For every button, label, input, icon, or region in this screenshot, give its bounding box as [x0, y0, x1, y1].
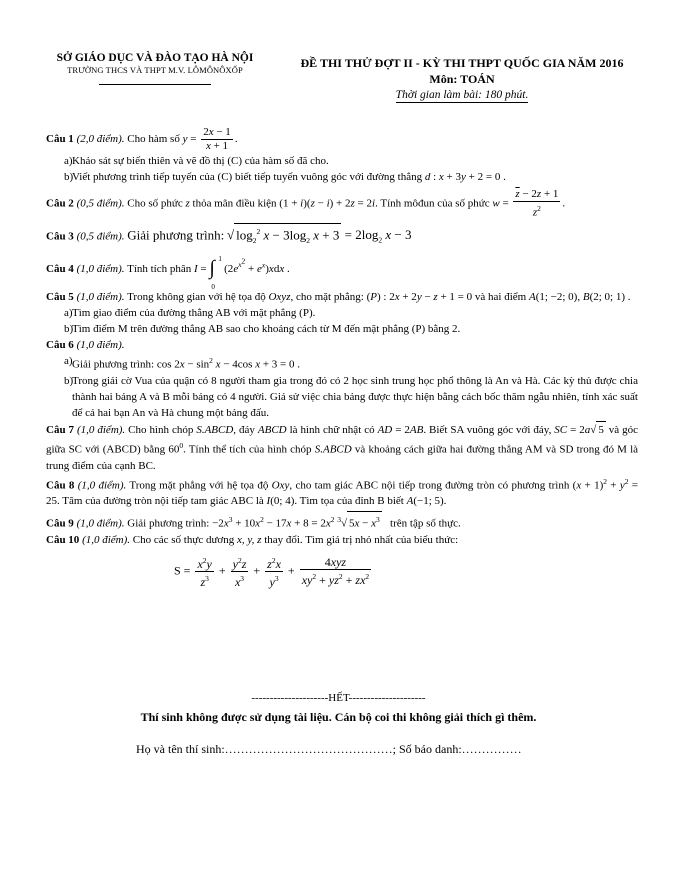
question-6b: b) Trong giải cờ Vua của quận có 8 người tham gia trong đó có 2 học sinh trung học phổ thông là An và Hà. Các kỳ thủ được chia thành hai bảng A và B mỗi bảng có 4 người. Giả sử việc chia bảng được thực hiện bằng cách bốc thăm ngẫu nhiên, tính xác suất để cả hai bạn An và Hà chung một bảng đấu. [64, 374, 638, 419]
candidate-info-line: Họ và tên thí sinh:……………………………………; Số báo danh:…………… [136, 742, 522, 756]
question-5a: a) Tìm giao điểm của đường thẳng AB với mặt phẳng (P). [64, 307, 316, 320]
formula-s: S = $\frac{x^2y}{z^3}$ + $\frac{y^2z}{x^3}$ + $\frac{z^2x}{y^3}$ + $\frac{\text{4xyz}}{xy^2 + yz^2 + zx^2}$ [174, 554, 370, 589]
question-5: Câu 5 (1,0 điểm). Trong không gian với hệ tọa độ Oxyz, cho mặt phẳng: (P) : 2x + 2y − z + 1 = 0 và hai điểm A(1; −2; 0), B(2; 0; 1) . [46, 291, 631, 304]
question-3: Câu 3 (0,5 điểm). Giải phương trình: √ $\log_2^2 x - 3\log_2$ $x + 3 = 2\log_2$ x − 3 [46, 223, 638, 249]
question-9: Câu 9 (1,0 điểm). Giải phương trình: $-2x^3 + 10x^2 - 17x + 8 = 2x^2$ $^3$√ $5x - x^3$ trên tập số thực. [46, 511, 638, 532]
exam-time: Thời gian làm bài: 180 phút. [395, 89, 529, 101]
question-7: Câu 7 (1,0 điểm). Cho hình chóp S.ABCD, đáy ABCD là hình chữ nhật có AD = 2AB. Biết SA vuông góc với đáy, SC = 2a√ 5 và góc giữa SC với (ABCD) bằng $60^0$. Tính thể tích của hình chóp S.ABCD và khoảng cách giữa hai đường thẳng AM và SD trong đó M là trung điểm của cạnh BC. [46, 421, 638, 474]
end-marker: ---------------------HẾT--------------------- [251, 692, 426, 704]
exam-subject: Môn: TOÁN [429, 72, 495, 86]
question-6a: a) Giải phương trình: $\cos 2x - \sin^2 x - 4\cos$ x + 3 = 0 . [64, 355, 300, 371]
question-4: Câu 4 (1,0 điểm). Tính tích phân I = ∫ 1 0 $(2e^{x^2} + e^x)xdx$ . [46, 255, 290, 292]
header-left [45, 52, 265, 85]
school-name: TRƯỜNG THCS VÀ THPT M.V. LÔMÔNÔXỐP [67, 65, 243, 75]
header-rule [99, 84, 211, 85]
exam-title: ĐỀ THI THỬ ĐỢT II - KỲ THI THPT QUỐC GIA NĂM 2016 [300, 56, 624, 70]
department-name: SỞ GIÁO DỤC VÀ ĐÀO TẠO HÀ NỘI [56, 52, 254, 64]
question-1b: b) Viết phương trình tiếp tuyến của (C) biết tiếp tuyến vuông góc với đường thẳng d : x + 3y + 2 = 0 . [64, 171, 506, 183]
question-6: Câu 6 (1,0 điểm). [46, 339, 125, 352]
question-10: Câu 10 (1,0 điểm). Cho các số thực dương x, y, z thay đổi. Tìm giá trị nhỏ nhất của biểu thức: [46, 533, 459, 546]
header-right [272, 56, 652, 103]
question-2: Câu 2 (0,5 điểm). Cho số phức z thỏa mãn điều kiện (1 + i)(z − i) + 2z = 2i. Tính môđun của số phức w = $\frac{\overline{z} - 2z + 1}{z^2}$ . [46, 188, 566, 219]
question-1a: a) Khảo sát sự biến thiên và vẽ đồ thị (C) của hàm số đã cho. [64, 155, 329, 167]
question-5b: b) Tìm điểm M trên đường thẳng AB sao cho khoảng cách từ M đến mặt phẳng (P) bằng 2. [64, 323, 461, 336]
question-1: Câu 1 (2,0 điểm). Cho hàm số y = $\frac{2x - 1}{x + 1}$ . [46, 126, 238, 152]
question-8: Câu 8 (1,0 điểm). Trong mặt phẳng với hệ tọa độ Oxy, cho tam giác ABC nội tiếp trong đường tròn có phương trình $(x + 1)^2 + y^2 = 25$. Tâm của đường tròn nội tiếp tam giác ABC là I(0; 4). Tìm tọa của đỉnh B biết A(−1; 5). [46, 476, 638, 508]
exam-note: Thí sinh không được sử dụng tài liệu. Cán bộ coi thi không giải thích gì thêm. [140, 710, 537, 724]
questions [46, 126, 638, 589]
